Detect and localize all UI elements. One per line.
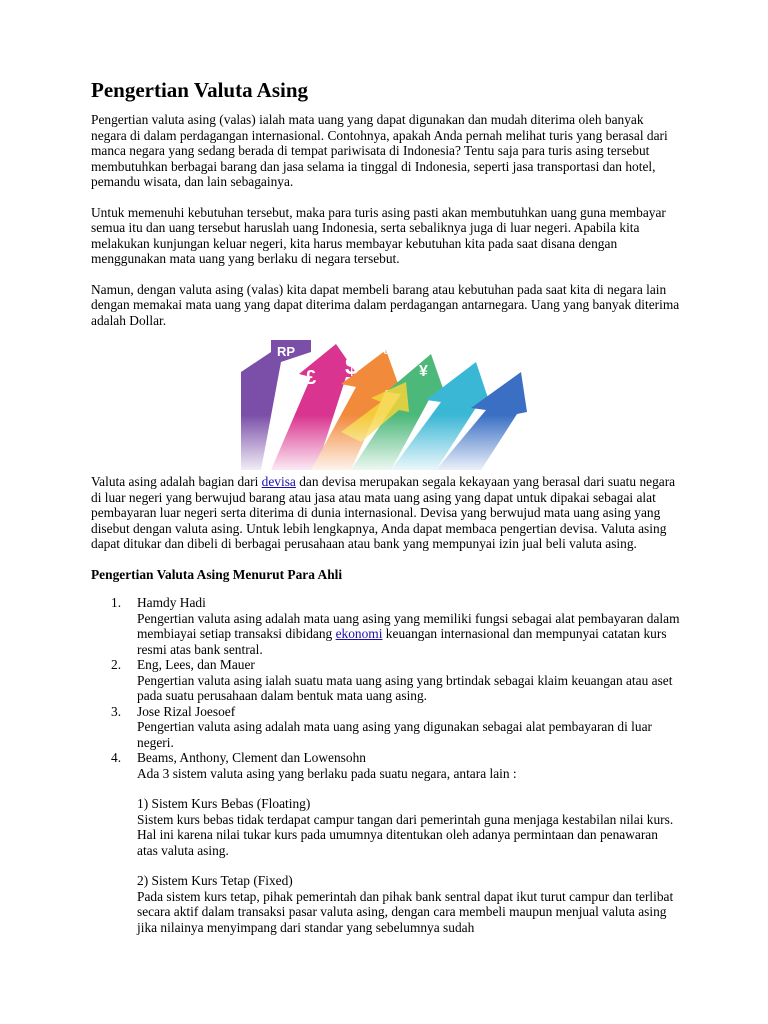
paragraph-devisa — [91, 474, 681, 552]
list-item — [91, 750, 681, 935]
list-number: 3. — [111, 703, 122, 719]
page-title: Pengertian Valuta Asing — [91, 78, 309, 102]
article-body — [91, 78, 681, 935]
expert-name: Beams, Anthony, Clement dan Lowensohn — [137, 750, 366, 765]
paragraph-needs: Untuk memenuhi kebutuhan tersebut, maka para turis asing pasti akan membutuhkan uang guna membayar semua itu dan uang tersebut haruslah uang Indonesia, serta sebaliknya juga di luar negeri. Apabila kita melakukan kunjungan keluar negeri, kita harus membayar kebutuhan kita pada saat disana dengan menggunakan mata uang yang berlaku di negara tersebut. — [91, 204, 666, 266]
currency-arrows-image — [241, 332, 527, 470]
system-fixed-text: Pada sistem kurs tetap, pihak pemerintah dan pihak bank sentral dapat ikut turut campur dan terlibat secara aktif dalam transaksi pasar valuta asing, dengan cara membeli maupun menjual valuta asing jika nilainya menyimpang dari standar yang sebelumnya sudah — [137, 888, 674, 935]
expert-definition: Pengertian valuta asing adalah mata uang asing yang digunakan sebagai alat pembayaran di luar negeri. — [137, 719, 652, 750]
euro-symbol: € — [383, 346, 389, 356]
definition-text-before: Pengertian valuta asing adalah mata uang asing yang memiliki fungsi sebagai alat pembayaran dalam membiayai setiap transaksi dibidang — [137, 610, 680, 641]
list-item — [91, 595, 681, 657]
expert-name: Jose Rizal Joesoef — [137, 703, 236, 719]
expert-intro: Ada 3 sistem valuta asing yang berlaku pada suatu negara, antara lain : — [137, 765, 517, 781]
definition-text-after: keuangan internasional dan mempunyai catatan kurs resmi atas bank sentral. — [137, 626, 667, 657]
experts-list — [91, 595, 681, 935]
devisa-text-before: Valuta asing adalah bagian dari — [91, 474, 262, 489]
list-item — [91, 657, 681, 704]
pound-symbol: £ — [305, 367, 317, 389]
expert-definition: Pengertian valuta asing ialah suatu mata uang asing yang brtindak sebagai klaim keuangan atau aset pada suatu perusahaan dalam bentuk mata uang asing. — [137, 672, 673, 703]
system-floating-text: Sistem kurs bebas tidak terdapat campur tangan dari pemerintah guna menjaga kestabilan nilai kurs. Hal ini karena nilai tukar kurs pada umumnya ditentukan oleh adanya permintaan dan penawaran atas valuta asing. — [137, 811, 674, 858]
system-fixed-title: 2) Sistem Kurs Tetap (Fixed) — [137, 873, 293, 888]
paragraph-dollar: Namun, dengan valuta asing (valas) kita dapat membeli barang atau kebutuhan pada saat kita di negara lain dengan memakai mata uang yang dapat diterima dalam perdagangan antarnegara. Uang yang banyak diterima adalah Dollar. — [91, 281, 680, 328]
list-number: 4. — [111, 750, 122, 765]
devisa-text-after: dan devisa merupakan segala kekayaan yang berasal dari suatu negara di luar negeri yang berwujud barang atau jasa atau mata uang asing yang dapat untuk dipakai sebagai alat pembayaran luar negeri serta diterima di dunia internasional. Devisa yang berwujud mata uang asing yang disebut dengan valuta asing. Untuk lebih lengkapnya, Anda dapat membaca pengertian devisa. Valuta asing dapat ditukar dan dibeli di berbagai perusahaan atau bank yang mempunyai izin jual beli valuta asing. — [91, 474, 676, 551]
expert-name: Eng, Lees, dan Mauer — [137, 657, 255, 672]
list-item — [91, 704, 681, 751]
expert-name: Hamdy Hadi — [137, 595, 206, 610]
devisa-link[interactable]: devisa — [261, 474, 296, 489]
list-number: 2. — [111, 657, 122, 672]
list-number: 1. — [111, 595, 122, 610]
dollar-symbol: $ — [345, 353, 359, 380]
rp-label: RP — [277, 344, 296, 359]
yen-symbol: ¥ — [419, 363, 428, 380]
section-heading-experts: Pengertian Valuta Asing Menurut Para Ahli — [91, 566, 343, 582]
paragraph-intro: Pengertian valuta asing (valas) ialah mata uang yang dapat digunakan dan mudah diterima oleh banyak negara di dalam perdagangan internasional. Contohnya, apakah Anda pernah melihat turis yang berasal dari manca negara yang sedang berada di tempat pariwisata di Indonesia? Tentu saja para turis asing tersebut membutuhkan berbagai barang dan jasa selama ia tinggal di Indonesia, seperti jasa transportasi dan hotel, pemandu wisata, dan lain sebagainya. — [91, 112, 668, 189]
expert-definition — [137, 611, 681, 658]
system-floating-title: 1) Sistem Kurs Bebas (Floating) — [137, 796, 311, 811]
ekonomi-link[interactable]: ekonomi — [335, 626, 383, 641]
